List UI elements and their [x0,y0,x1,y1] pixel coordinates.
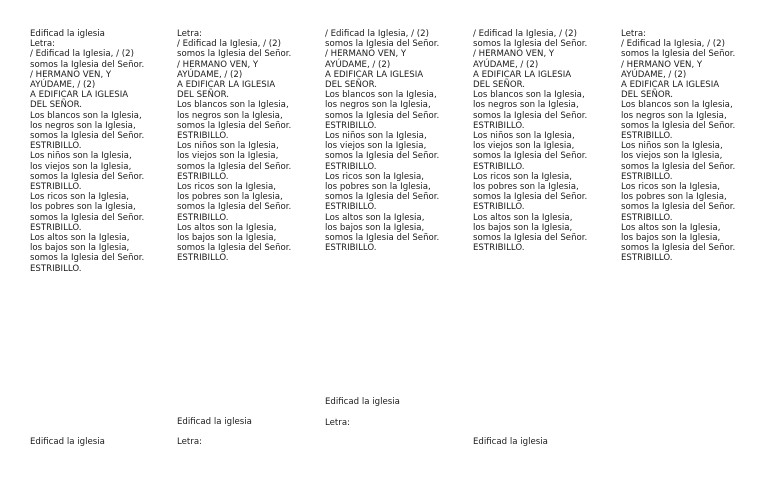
stanza-chorus: / Edificad la Iglesia, / (2) somos la Iglesia del Señor. [473,29,588,50]
stanza-refrain: / HERMANO VEN, Y AYÚDAME, / (2) A EDIFICAR LA IGLESIA DEL SEÑOR. [325,49,424,91]
stanza-ninos: Los niños son la Iglesia, los viejos son la Iglesia, somos la Iglesia del Señor. ESTRIBILLO. [177,141,292,182]
stanza-chorus: / Edificad la Iglesia, / (2) somos la Iglesia del Señor. [621,39,736,60]
column-3 [325,29,465,253]
column-1 [30,29,170,274]
stanza-refrain: / HERMANO VEN, Y AYÚDAME, / (2) A EDIFICAR LA IGLESIA DEL SEÑOR. [621,59,720,101]
stanza-blancos: Los blancos son la Iglesia, los negros son la Iglesia, somos la Iglesia del Señor. ESTRIBILLO. [177,100,292,142]
stanza-ricos: Los ricos son la Iglesia, los pobres son la Iglesia, somos la Iglesia del Señor. ESTRIBILLO. [177,182,292,223]
stanza-altos: Los altos son la Iglesia, los bajos son la Iglesia, somos la Iglesia del Señor. ESTRIBILLO. [325,212,440,254]
stanza-ricos: Los ricos son la Iglesia, los pobres son la Iglesia, somos la Iglesia del Señor. ESTRIBILLO. [325,171,440,213]
stanza-ricos: Los ricos son la Iglesia, los pobres son la Iglesia, somos la Iglesia del Señor. ESTRIBILLO. [30,192,145,233]
song-title: Edificad la iglesia [30,437,105,447]
stanza-ricos: Los ricos son la Iglesia, los pobres son la Iglesia, somos la Iglesia del Señor. ESTRIBILLO. [621,182,736,223]
stanza-ricos: Los ricos son la Iglesia, los pobres son la Iglesia, somos la Iglesia del Señor. ESTRIBILLO. [473,171,588,213]
stanza-ninos: Los niños son la Iglesia, los viejos son la Iglesia, somos la Iglesia del Señor. ESTRIBILLO. [621,141,736,182]
stanza-chorus: / Edificad la Iglesia, / (2) somos la Iglesia del Señor. [177,39,292,60]
stanza-blancos: Los blancos son la Iglesia, los negros son la Iglesia, somos la Iglesia del Señor. ESTRIBILLO. [30,110,145,152]
song-title: Edificad la iglesia [473,437,548,447]
stanza-ninos: Los niños son la Iglesia, los viejos son la Iglesia, somos la Iglesia del Señor. ESTRIBILLO. [30,151,145,193]
song-title: Edificad la iglesia [177,417,252,427]
stanza-refrain: / HERMANO VEN, Y AYÚDAME, / (2) A EDIFICAR LA IGLESIA DEL SEÑOR. [30,69,129,111]
stanza-blancos: Los blancos son la Iglesia, los negros son la Iglesia, somos la Iglesia del Señor. ESTRIBILLO. [325,90,440,131]
stanza-refrain: / HERMANO VEN, Y AYÚDAME, / (2) A EDIFICAR LA IGLESIA DEL SEÑOR. [473,49,572,91]
stanza-ninos: Los niños son la Iglesia, los viejos son la Iglesia, somos la Iglesia del Señor. ESTRIBILLO. [473,131,588,172]
lyrics-label: Letra: [177,29,202,39]
lyrics-label: Letra: [325,418,350,428]
column-5 [621,29,761,264]
song-title: Edificad la iglesia [30,29,105,39]
stanza-chorus: / Edificad la Iglesia, / (2) somos la Iglesia del Señor. [325,29,440,50]
column-4 [473,29,613,253]
lyrics-label: Letra: [30,39,55,50]
stanza-blancos: Los blancos son la Iglesia, los negros son la Iglesia, somos la Iglesia del Señor. ESTRIBILLO. [473,90,588,131]
stanza-altos: Los altos son la Iglesia, los bajos son la Iglesia, somos la Iglesia del Señor. ESTRIBILLO. [30,233,145,274]
song-title: Edificad la iglesia [325,397,400,407]
stanza-ninos: Los niños son la Iglesia, los viejos son la Iglesia, somos la Iglesia del Señor. ESTRIBILLO. [325,131,440,172]
stanza-altos: Los altos son la Iglesia, los bajos son la Iglesia, somos la Iglesia del Señor. ESTRIBILLO. [177,222,292,264]
stanza-blancos: Los blancos son la Iglesia, los negros son la Iglesia, somos la Iglesia del Señor. ESTRIBILLO. [621,100,736,142]
lyrics-label: Letra: [177,437,202,447]
stanza-altos: Los altos son la Iglesia, los bajos son la Iglesia, somos la Iglesia del Señor. ESTRIBILLO. [473,212,588,254]
stanza-chorus: / Edificad la Iglesia, / (2) somos la Iglesia del Señor. [30,49,145,70]
column-2 [177,29,317,264]
lyrics-label: Letra: [621,29,646,39]
stanza-altos: Los altos son la Iglesia, los bajos son la Iglesia, somos la Iglesia del Señor. ESTRIBILLO. [621,222,736,264]
stanza-refrain: / HERMANO VEN, Y AYÚDAME, / (2) A EDIFICAR LA IGLESIA DEL SEÑOR. [177,59,276,101]
